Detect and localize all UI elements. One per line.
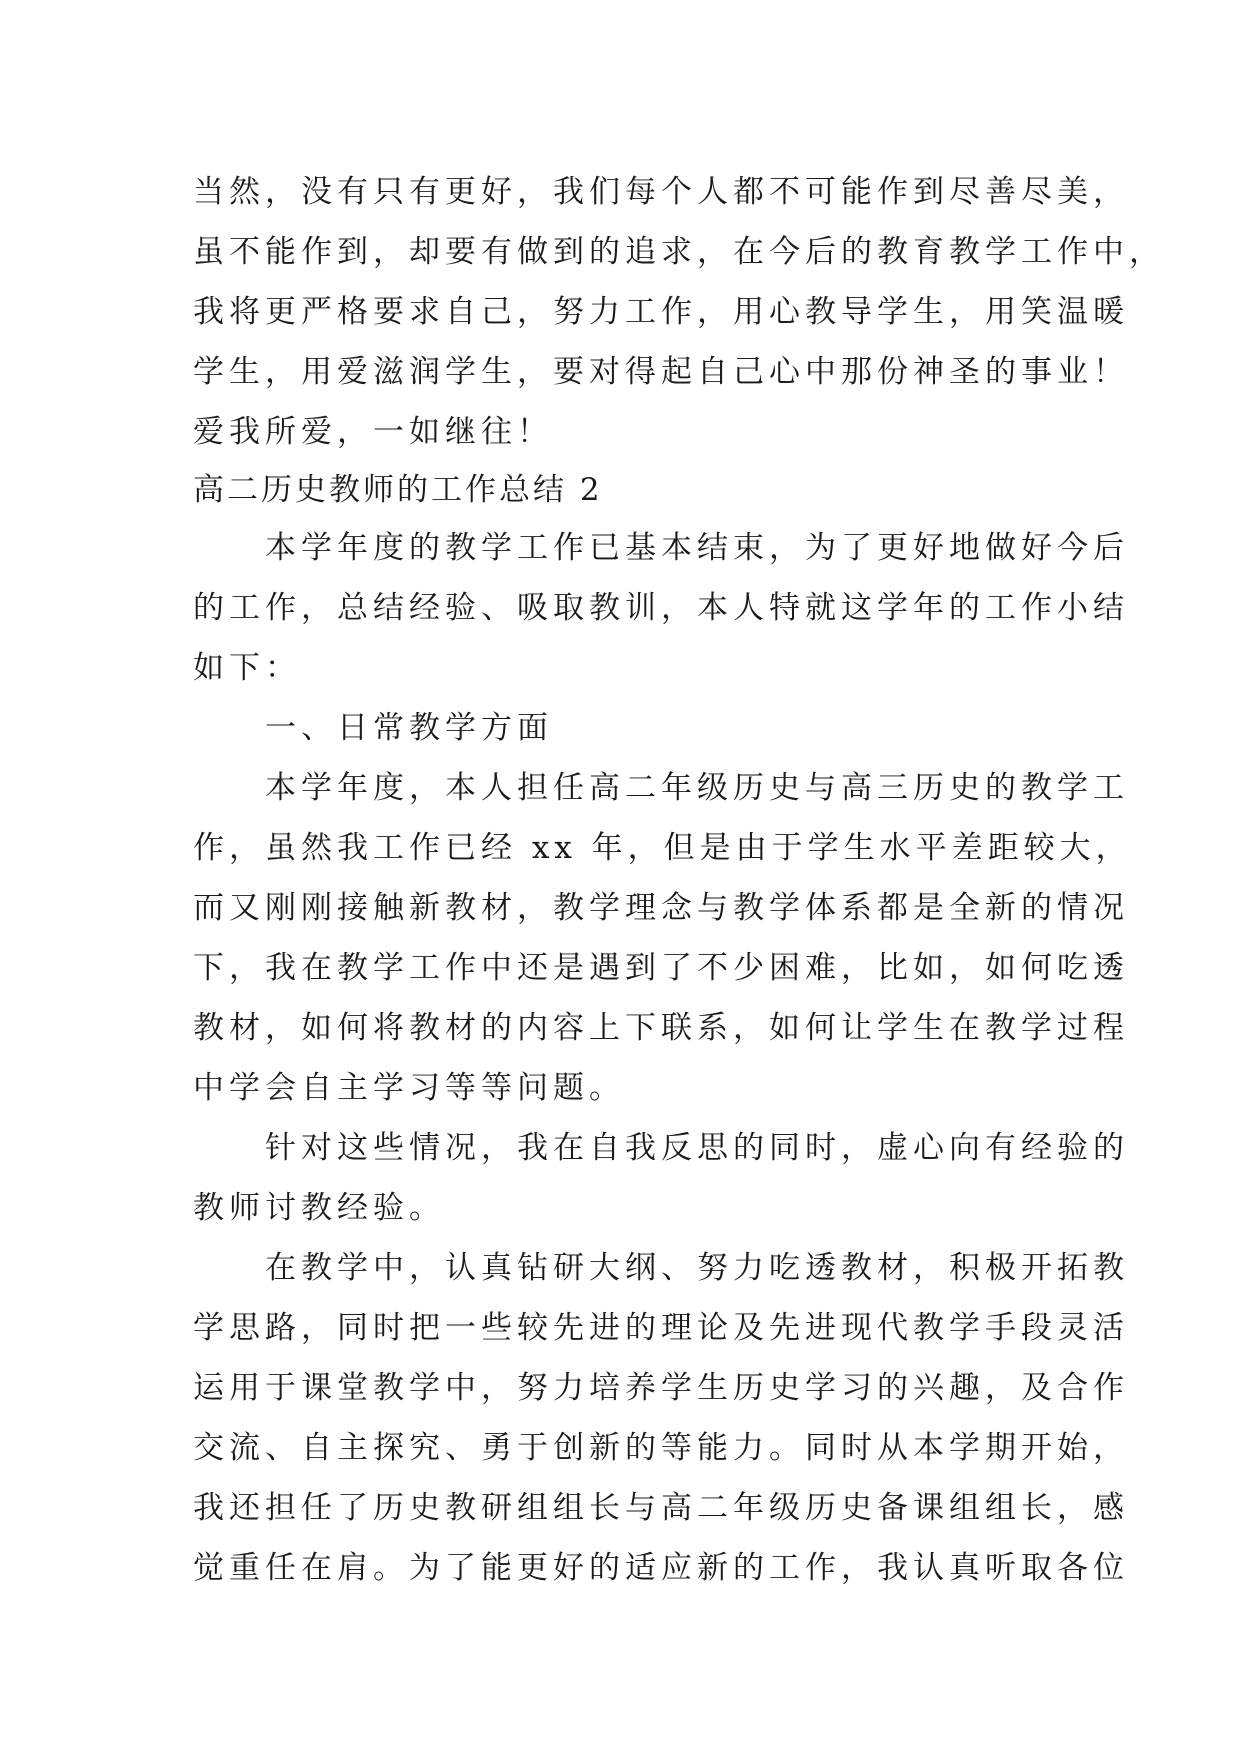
- section-heading: 高二历史教师的工作总结 2: [193, 472, 603, 508]
- text-line: 针对这些情况，我在自我反思的同时，虚心向有经验的: [193, 1130, 1129, 1166]
- text-line: 我将更严格要求自己，努力工作，用心教导学生，用笑温暖: [193, 294, 1129, 330]
- text-line: 爱我所爱，一如继往！: [193, 414, 553, 450]
- text-line: 如下：: [193, 650, 301, 686]
- text-line: 学思路，同时把一些较先进的理论及先进现代教学手段灵活: [193, 1310, 1129, 1346]
- text-line: 本学年度的教学工作已基本结束，为了更好地做好今后: [193, 530, 1129, 566]
- text-line: 虽不能作到，却要有做到的追求，在今后的教育教学工作中，: [193, 234, 1165, 270]
- text-line: 而又刚刚接触新教材，教学理念与教学体系都是全新的情况: [193, 890, 1129, 926]
- document-body: [193, 162, 1165, 1598]
- text-line: 中学会自主学习等等问题。: [193, 1070, 625, 1106]
- text-line: 本学年度，本人担任高二年级历史与高三历史的教学工: [193, 770, 1129, 806]
- text-line: 学生，用爱滋润学生，要对得起自己心中那份神圣的事业！: [193, 354, 1129, 390]
- text-line: 我还担任了历史教研组组长与高二年级历史备课组组长，感: [193, 1490, 1129, 1526]
- text-line: 觉重任在肩。为了能更好的适应新的工作，我认真听取各位: [193, 1550, 1129, 1586]
- subsection-heading: 一、日常教学方面: [193, 710, 553, 746]
- text-line: 运用于课堂教学中，努力培养学生历史学习的兴趣，及合作: [193, 1370, 1129, 1406]
- text-line: 教材，如何将教材的内容上下联系，如何让学生在教学过程: [193, 1010, 1129, 1046]
- text-line: 教师讨教经验。: [193, 1190, 445, 1226]
- text-line: 下，我在教学工作中还是遇到了不少困难，比如，如何吃透: [193, 950, 1129, 986]
- text-line: 当然，没有只有更好，我们每个人都不可能作到尽善尽美，: [193, 174, 1129, 210]
- text-line: 交流、自主探究、勇于创新的等能力。同时从本学期开始，: [193, 1430, 1129, 1466]
- text-line: 在教学中，认真钻研大纲、努力吃透教材，积极开拓教: [193, 1250, 1129, 1286]
- text-line: 作，虽然我工作已经 xx 年，但是由于学生水平差距较大，: [193, 830, 1132, 866]
- text-line: 的工作，总结经验、吸取教训，本人特就这学年的工作小结: [193, 590, 1129, 626]
